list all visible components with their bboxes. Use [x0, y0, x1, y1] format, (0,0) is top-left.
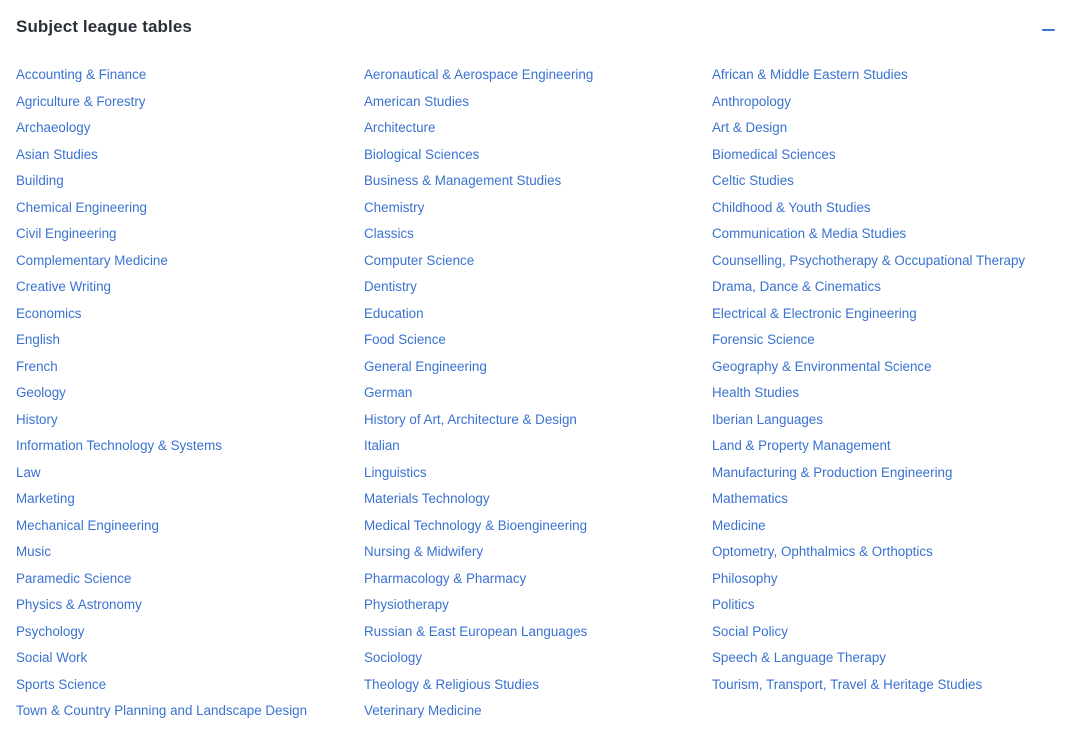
- subject-link[interactable]: Speech & Language Therapy: [712, 650, 886, 665]
- subject-link[interactable]: Food Science: [364, 332, 446, 347]
- subject-link[interactable]: Biomedical Sciences: [712, 146, 836, 162]
- subject-link[interactable]: Architecture: [364, 120, 436, 135]
- subject-link[interactable]: Computer Science: [364, 252, 475, 268]
- subject-link[interactable]: Russian & East European Languages: [364, 623, 588, 639]
- subject-link[interactable]: Sociology: [364, 650, 423, 665]
- subject-link[interactable]: Dentistry: [364, 279, 417, 294]
- subject-link[interactable]: Materials Technology: [364, 491, 490, 506]
- subject-link[interactable]: Optometry, Ophthalmics & Orthoptics: [712, 544, 933, 559]
- subject-link[interactable]: Agriculture & Forestry: [16, 93, 146, 109]
- section-header: [16, 0, 1064, 58]
- subject-link[interactable]: Iberian Languages: [712, 411, 823, 427]
- subject-link[interactable]: Physiotherapy: [364, 597, 449, 612]
- subject-link[interactable]: Veterinary Medicine: [364, 703, 482, 718]
- subject-link[interactable]: Sports Science: [16, 676, 107, 692]
- subject-link[interactable]: English: [16, 332, 60, 347]
- subject-link[interactable]: Celtic Studies: [712, 173, 794, 188]
- subject-link[interactable]: Linguistics: [364, 464, 427, 480]
- subject-link[interactable]: Music: [16, 544, 51, 559]
- subject-link[interactable]: American Studies: [364, 93, 469, 109]
- subject-link[interactable]: Physics & Astronomy: [16, 597, 142, 612]
- subject-link[interactable]: Civil Engineering: [16, 226, 117, 241]
- subject-link[interactable]: Paramedic Science: [16, 570, 132, 586]
- subject-link[interactable]: Drama, Dance & Cinematics: [712, 279, 881, 294]
- subject-link[interactable]: Communication & Media Studies: [712, 226, 907, 241]
- subject-link[interactable]: Counselling, Psychotherapy & Occupational Therapy: [712, 252, 1026, 268]
- subject-link[interactable]: Marketing: [16, 491, 75, 506]
- subject-link[interactable]: Building: [16, 173, 64, 188]
- subject-link[interactable]: Geology: [16, 385, 66, 400]
- subject-link[interactable]: Theology & Religious Studies: [364, 676, 539, 692]
- section-title: Subject league tables: [16, 17, 192, 36]
- subject-link[interactable]: Business & Management Studies: [364, 173, 562, 188]
- subject-link[interactable]: Complementary Medicine: [16, 252, 168, 268]
- subject-link[interactable]: Aeronautical & Aerospace Engineering: [364, 67, 594, 82]
- subject-column-3: [712, 64, 1062, 727]
- subject-link[interactable]: Mathematics: [712, 491, 788, 506]
- subject-link[interactable]: Economics: [16, 305, 82, 321]
- subject-link[interactable]: Politics: [712, 597, 755, 612]
- subject-link[interactable]: History: [16, 411, 58, 427]
- subject-link[interactable]: Creative Writing: [16, 279, 112, 294]
- subject-link[interactable]: Mechanical Engineering: [16, 517, 159, 533]
- subject-link[interactable]: Information Technology & Systems: [16, 438, 222, 453]
- subject-link[interactable]: Social Work: [16, 650, 88, 665]
- subject-link[interactable]: Health Studies: [712, 385, 800, 400]
- subject-link[interactable]: History of Art, Architecture & Design: [364, 411, 577, 427]
- subject-link[interactable]: Anthropology: [712, 93, 791, 109]
- subject-link[interactable]: Classics: [364, 226, 414, 241]
- subject-column-2: [364, 64, 712, 727]
- subject-link[interactable]: Manufacturing & Production Engineering: [712, 464, 953, 480]
- subject-link[interactable]: Art & Design: [712, 120, 788, 135]
- subject-link[interactable]: Childhood & Youth Studies: [712, 199, 871, 215]
- subject-link[interactable]: Archaeology: [16, 120, 91, 135]
- subject-link[interactable]: Chemistry: [364, 199, 425, 215]
- subject-link[interactable]: German: [364, 385, 413, 400]
- subject-columns: [16, 64, 1062, 727]
- subject-link[interactable]: Italian: [364, 438, 400, 453]
- subject-column-1: [16, 64, 364, 727]
- subject-link[interactable]: Education: [364, 305, 424, 321]
- subject-link[interactable]: Psychology: [16, 623, 85, 639]
- subject-link[interactable]: Town & Country Planning and Landscape Design: [16, 703, 308, 718]
- subject-link[interactable]: Medicine: [712, 517, 766, 533]
- subject-link[interactable]: Medical Technology & Bioengineering: [364, 517, 588, 533]
- subject-link[interactable]: Chemical Engineering: [16, 199, 148, 215]
- subject-link[interactable]: Tourism, Transport, Travel & Heritage Studies: [712, 676, 983, 692]
- subject-link[interactable]: French: [16, 358, 58, 374]
- subject-link[interactable]: Geography & Environmental Science: [712, 358, 932, 374]
- subject-link[interactable]: Law: [16, 464, 41, 480]
- subject-link[interactable]: Pharmacology & Pharmacy: [364, 570, 527, 586]
- subject-link[interactable]: Biological Sciences: [364, 146, 480, 162]
- minus-icon: [1042, 29, 1055, 31]
- subject-link[interactable]: General Engineering: [364, 358, 487, 374]
- subject-link[interactable]: Nursing & Midwifery: [364, 544, 484, 559]
- subject-link[interactable]: Asian Studies: [16, 146, 98, 162]
- subject-link[interactable]: Forensic Science: [712, 332, 815, 347]
- subject-link[interactable]: Land & Property Management: [712, 438, 891, 453]
- collapse-button[interactable]: [1038, 20, 1060, 40]
- subject-link[interactable]: African & Middle Eastern Studies: [712, 67, 908, 82]
- subject-link[interactable]: Electrical & Electronic Engineering: [712, 305, 917, 321]
- subject-link[interactable]: Philosophy: [712, 570, 778, 586]
- subject-link[interactable]: Accounting & Finance: [16, 67, 147, 82]
- subject-link[interactable]: Social Policy: [712, 623, 788, 639]
